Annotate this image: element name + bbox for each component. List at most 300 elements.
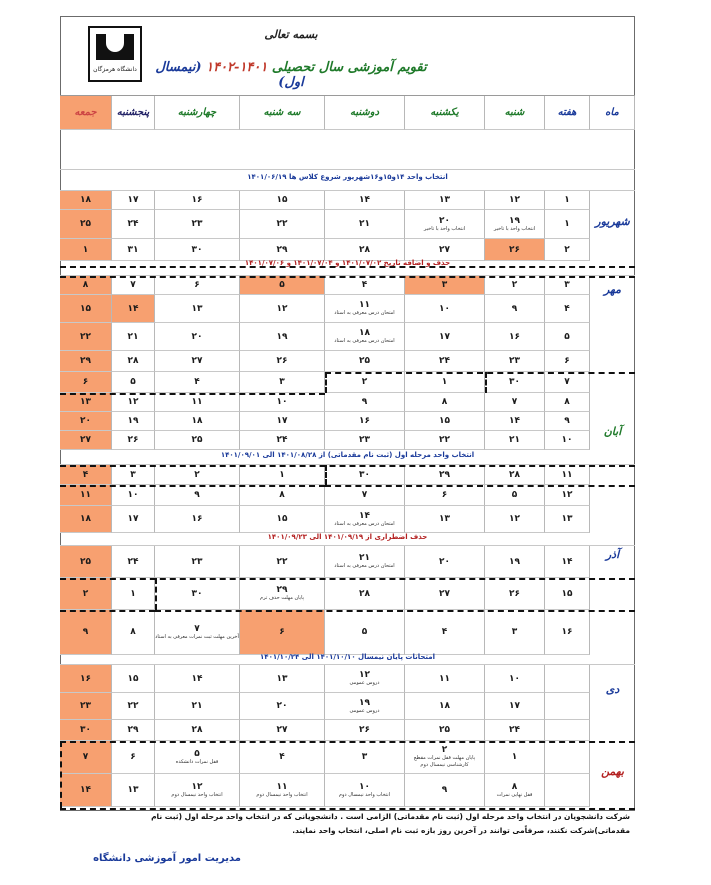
day-number: ۱۴ — [359, 195, 370, 205]
day-cell — [60, 774, 112, 807]
day-cell — [485, 485, 545, 506]
day-cell — [60, 191, 112, 210]
day-cell — [485, 210, 545, 239]
day-cell — [405, 693, 485, 720]
day-number: ۲۶ — [509, 588, 520, 599]
day-cell — [60, 412, 112, 431]
day-cell — [325, 693, 405, 720]
day-number: ۱۸ — [80, 195, 91, 205]
day-number: ۳ — [441, 280, 448, 290]
day-cell — [485, 323, 545, 351]
day-cell — [325, 412, 405, 431]
day-cell — [405, 774, 485, 807]
day-cell — [405, 393, 485, 412]
column-header-3: یکشنبه — [405, 96, 485, 130]
signature: مدیریت امور آموزشی دانشگاه — [93, 853, 241, 864]
day-cell — [155, 693, 240, 720]
day-number: ۲ — [194, 469, 200, 480]
day-note: قفل نمرات دانشکده — [175, 758, 219, 765]
day-cell — [405, 276, 485, 295]
title-semester: (نیمسال اول) — [155, 60, 304, 90]
day-number: ۱۶ — [80, 673, 91, 684]
day-number: ۱۳ — [439, 514, 450, 524]
day-note: دروس عمومی — [349, 707, 380, 714]
day-number: ۲۷ — [80, 435, 91, 445]
day-number: ۲۴ — [127, 556, 139, 567]
day-number: ۸ — [511, 781, 518, 792]
day-cell — [405, 431, 485, 450]
day-number: ۳ — [511, 627, 518, 637]
day-cell — [155, 323, 240, 351]
day-number: ۱۴ — [80, 785, 91, 795]
day-number: ۲ — [441, 745, 448, 755]
day-number: ۱۶ — [509, 331, 520, 342]
week-number — [545, 372, 590, 393]
day-cell — [240, 774, 325, 807]
day-number: ۱۲ — [509, 514, 520, 524]
day-number: ۱۱ — [359, 300, 370, 310]
day-number: ۲ — [82, 588, 89, 599]
day-number: ۱۱ — [276, 781, 288, 792]
day-number: ۲۷ — [439, 588, 450, 599]
month-boundary-line — [60, 808, 635, 810]
day-cell — [405, 465, 485, 485]
week-number — [545, 546, 590, 578]
day-number: ۲۰ — [439, 215, 450, 226]
day-number: ۲۵ — [359, 356, 370, 366]
day-note: پایان مهلت قفل نمرات مقطع کارشناسی نیمسال دوم — [413, 755, 476, 768]
day-number: ۹ — [511, 303, 518, 314]
day-cell — [60, 485, 112, 506]
day-number: ۲۹ — [127, 725, 139, 735]
week-number-label: ۱۲ — [561, 490, 573, 500]
day-number: ۲۱ — [509, 435, 520, 445]
day-cell — [60, 578, 112, 610]
day-cell — [485, 720, 545, 741]
day-number: ۱۲ — [276, 303, 288, 314]
page-title — [141, 60, 441, 90]
day-number: ۲۶ — [509, 244, 520, 255]
day-number: ۱۰ — [276, 397, 288, 407]
day-number: ۱۸ — [191, 416, 203, 426]
week-number — [545, 276, 590, 295]
day-number: ۱ — [441, 377, 448, 387]
day-number: ۲۲ — [276, 556, 288, 567]
month-boundary-line — [60, 578, 635, 580]
week-number-label: ۱۰ — [561, 435, 573, 445]
day-cell — [155, 191, 240, 210]
month-boundary-line — [60, 610, 155, 612]
day-number: ۱۱ — [191, 397, 203, 407]
header-spacer — [60, 130, 635, 170]
day-cell — [325, 485, 405, 506]
day-cell — [112, 351, 155, 372]
day-number: ۱۵ — [439, 416, 450, 426]
day-cell — [112, 485, 155, 506]
day-number: ۱۸ — [80, 514, 91, 524]
day-cell — [112, 578, 155, 610]
day-number: ۱۴ — [509, 416, 520, 426]
day-cell — [325, 276, 405, 295]
day-number: ۱۷ — [127, 195, 139, 205]
day-number: ۶ — [441, 490, 448, 500]
day-note: دروس عمومی — [349, 680, 380, 686]
day-number: ۱۰ — [359, 781, 370, 792]
day-cell — [155, 610, 240, 655]
day-cell — [60, 323, 112, 351]
day-cell — [240, 393, 325, 412]
month-boundary-line-vertical — [325, 465, 327, 485]
week-number — [545, 465, 590, 485]
day-cell — [325, 323, 405, 351]
month-boundary-line — [60, 266, 635, 268]
month-boundary-line — [325, 485, 635, 487]
day-number: ۱۹ — [509, 556, 520, 567]
day-number: ۱۸ — [359, 328, 370, 338]
day-cell — [112, 774, 155, 807]
day-number: ۲۷ — [276, 725, 288, 735]
day-cell — [485, 610, 545, 655]
day-cell — [240, 412, 325, 431]
day-number: ۱۴ — [191, 673, 203, 684]
day-cell — [325, 465, 405, 485]
day-number: ۱۳ — [127, 785, 139, 795]
column-header-8: جمعه — [60, 96, 112, 130]
day-cell — [60, 741, 112, 774]
day-number: ۲۳ — [191, 556, 203, 567]
day-cell — [405, 295, 485, 323]
day-number: ۱۰ — [127, 490, 139, 500]
day-number: ۳۰ — [191, 588, 203, 599]
day-number: ۶ — [82, 377, 89, 387]
day-number: ۱۲ — [127, 397, 139, 407]
day-number: ۴ — [361, 280, 368, 290]
week-number-label: ۴ — [564, 303, 570, 314]
week-number-label: ۹ — [564, 416, 570, 426]
day-cell — [240, 351, 325, 372]
day-cell — [112, 546, 155, 578]
day-number: ۱۳ — [80, 397, 91, 407]
day-cell — [155, 665, 240, 693]
day-number: ۲۵ — [80, 556, 91, 567]
day-cell — [155, 546, 240, 578]
day-cell — [405, 191, 485, 210]
day-cell — [112, 191, 155, 210]
day-cell — [112, 295, 155, 323]
day-cell — [60, 720, 112, 741]
day-number: ۹ — [194, 490, 200, 500]
day-cell — [485, 276, 545, 295]
day-note: امتحان درس معرفی به استاد — [334, 338, 395, 344]
day-number: ۸ — [441, 397, 448, 407]
day-cell — [155, 372, 240, 393]
day-number: ۲۹ — [276, 244, 288, 255]
day-cell — [155, 506, 240, 533]
day-cell — [240, 323, 325, 351]
week-number-label: ۷ — [564, 377, 570, 387]
day-number: ۵ — [194, 748, 200, 759]
day-cell — [240, 485, 325, 506]
event-banner-1: حذف و اضافه تاریخ ۱۴۰۱/۰۷/۰۲ و ۱۴۰۱/۰۷/۰۴ و ۱۴۰۱/۰۷/۰۶ — [60, 258, 635, 276]
week-number — [545, 578, 590, 610]
day-cell — [112, 393, 155, 412]
day-note: امتحان درس معرفی به استاد — [334, 563, 395, 569]
day-cell — [240, 210, 325, 239]
day-number: ۱۶ — [359, 416, 370, 426]
day-number: ۸ — [130, 627, 136, 637]
day-number: ۲۶ — [276, 356, 288, 366]
day-number: ۷ — [130, 280, 136, 290]
day-note: انتخاب واحد با تاخیر — [423, 225, 466, 232]
day-note: آخرین مهلت ثبت نمرات معرفی به استاد — [155, 633, 239, 640]
day-cell — [240, 295, 325, 323]
month-boundary-line-vertical — [325, 372, 327, 393]
day-cell — [325, 610, 405, 655]
day-number: ۲۸ — [191, 725, 203, 735]
day-cell — [405, 720, 485, 741]
day-cell — [112, 665, 155, 693]
month-boundary-line-vertical — [155, 578, 157, 610]
day-number: ۲۳ — [359, 435, 370, 445]
day-cell — [485, 191, 545, 210]
day-cell — [60, 693, 112, 720]
day-cell — [240, 276, 325, 295]
bismillah: بسمه تعالی — [264, 28, 318, 41]
day-cell — [485, 741, 545, 774]
day-note: انتخاب واحد نیمسال دوم — [338, 791, 391, 798]
day-number: ۲۰ — [191, 331, 203, 342]
week-number-label: ۱۳ — [561, 514, 573, 524]
day-number: ۱۵ — [80, 303, 91, 314]
day-cell — [155, 485, 240, 506]
day-cell — [325, 665, 405, 693]
week-number — [545, 323, 590, 351]
day-cell — [325, 351, 405, 372]
day-number: ۲۱ — [191, 701, 203, 711]
day-number: ۲۲ — [276, 219, 288, 229]
day-number: ۲۸ — [359, 244, 370, 255]
day-number: ۲۵ — [191, 435, 203, 445]
day-number: ۳۱ — [127, 244, 139, 255]
week-number-label: ۵ — [564, 331, 570, 342]
day-cell — [60, 665, 112, 693]
day-number: ۱۹ — [509, 215, 520, 226]
column-header-0: ماه — [590, 96, 635, 130]
day-cell — [155, 578, 240, 610]
day-cell — [325, 393, 405, 412]
day-number: ۳ — [130, 469, 136, 480]
day-number: ۲۲ — [80, 331, 91, 342]
day-number: ۱ — [279, 469, 285, 480]
month-boundary-line — [60, 393, 325, 395]
day-cell — [155, 431, 240, 450]
day-note: انتخاب واحد با تاخیر — [493, 225, 536, 232]
day-cell — [405, 610, 485, 655]
day-note: امتحان درس معرفی به استاد — [334, 310, 395, 316]
day-number: ۱۵ — [276, 514, 288, 524]
day-number: ۲۵ — [80, 219, 91, 229]
day-number: ۷ — [82, 752, 89, 762]
month-boundary-line — [60, 465, 635, 467]
week-number-label: ۱۶ — [561, 627, 573, 637]
day-cell — [60, 506, 112, 533]
day-cell — [155, 741, 240, 774]
day-number: ۳۰ — [359, 469, 370, 480]
day-number: ۱۲ — [509, 195, 520, 205]
day-number: ۲۳ — [191, 219, 203, 229]
day-number: ۲۶ — [127, 435, 139, 445]
day-number: ۲۰ — [439, 556, 450, 567]
day-cell — [405, 578, 485, 610]
logo-cutout — [106, 34, 124, 52]
day-number: ۳۰ — [509, 377, 520, 387]
day-cell — [325, 191, 405, 210]
day-cell — [405, 412, 485, 431]
day-number: ۳ — [279, 377, 285, 387]
day-cell — [155, 210, 240, 239]
day-number: ۲۶ — [359, 725, 370, 735]
month-boundary-line — [60, 485, 325, 487]
day-cell — [60, 546, 112, 578]
day-cell — [60, 610, 112, 655]
day-cell — [485, 351, 545, 372]
day-cell — [112, 431, 155, 450]
day-cell — [240, 610, 325, 655]
day-number: ۲۱ — [359, 553, 370, 563]
day-cell — [325, 774, 405, 807]
month-label-0: شهریور — [595, 215, 630, 228]
month-boundary-line — [325, 372, 635, 374]
day-number: ۷ — [511, 397, 518, 407]
day-number: ۴ — [194, 377, 200, 387]
day-number: ۱۷ — [509, 701, 520, 711]
week-number — [545, 506, 590, 533]
week-number-label: ۸ — [564, 397, 570, 407]
day-number: ۵ — [130, 377, 136, 387]
day-cell — [240, 665, 325, 693]
day-number: ۱۴ — [127, 303, 139, 314]
day-number: ۱۸ — [439, 701, 450, 711]
day-cell — [325, 295, 405, 323]
column-header-7: پنجشنبه — [112, 96, 155, 130]
day-number: ۷ — [194, 623, 200, 634]
day-cell — [325, 720, 405, 741]
day-number: ۹ — [441, 785, 448, 795]
day-cell — [485, 393, 545, 412]
day-number: ۵ — [279, 280, 285, 290]
day-note: انتخاب واحد نیمسال دوم — [171, 791, 223, 798]
day-cell — [405, 323, 485, 351]
day-cell — [112, 276, 155, 295]
day-cell — [240, 372, 325, 393]
day-number: ۱۹ — [359, 697, 370, 708]
day-number: ۱۰ — [439, 303, 450, 314]
week-number — [545, 774, 590, 807]
day-cell — [112, 506, 155, 533]
day-number: ۱ — [82, 244, 89, 255]
day-number: ۱ — [130, 588, 136, 599]
event-banner-0: انتخاب واحد ۱۴و۱۵و۱۶شهریور شروع کلاس ها ۱۴۰۱/۰۶/۱۹ — [60, 170, 635, 191]
day-cell — [60, 276, 112, 295]
day-cell — [240, 546, 325, 578]
event-banner-4: امتحانات پایان نیمسال ۱۴۰۱/۱۰/۱۰ الی ۱۴۰۱/۱۰/۲۴ — [60, 653, 635, 665]
day-number: ۱۱ — [439, 673, 450, 684]
day-number: ۵ — [361, 627, 368, 637]
day-cell — [60, 351, 112, 372]
day-number: ۶ — [194, 280, 200, 290]
week-number-label: ۱۱ — [561, 469, 573, 480]
day-number: ۲ — [511, 280, 518, 290]
week-number — [545, 610, 590, 655]
day-cell — [405, 665, 485, 693]
day-cell — [240, 720, 325, 741]
day-cell — [60, 393, 112, 412]
day-cell — [60, 210, 112, 239]
day-cell — [485, 506, 545, 533]
day-cell — [325, 546, 405, 578]
event-banner-3: حذف اضطراری از ۱۴۰۱/۰۹/۱۹ الی ۱۴۰۱/۰۹/۲۳ — [60, 533, 635, 546]
week-number — [545, 431, 590, 450]
day-cell — [405, 351, 485, 372]
column-header-2: شنبه — [485, 96, 545, 130]
month-label-5: بهمن — [601, 765, 624, 778]
week-number-label: ۶ — [564, 356, 570, 366]
day-cell — [485, 295, 545, 323]
day-cell — [155, 774, 240, 807]
logo-caption: دانشگاه هرمزگان — [93, 66, 137, 73]
week-number — [545, 693, 590, 720]
day-number: ۲۷ — [439, 244, 450, 255]
month-boundary-line — [155, 610, 635, 612]
day-number: ۸ — [82, 280, 89, 290]
day-cell — [155, 465, 240, 485]
day-cell — [240, 741, 325, 774]
day-number: ۱۳ — [191, 303, 203, 314]
week-number — [545, 741, 590, 774]
day-number: ۲۳ — [509, 356, 520, 366]
day-cell — [485, 412, 545, 431]
day-number: ۳ — [361, 752, 368, 762]
day-cell — [60, 295, 112, 323]
day-cell — [485, 578, 545, 610]
month-label-2: آبان — [603, 425, 622, 438]
month-boundary-line-vertical — [485, 372, 487, 393]
day-number: ۴ — [441, 627, 448, 637]
day-cell — [485, 693, 545, 720]
week-number — [545, 665, 590, 693]
day-number: ۱۰ — [509, 673, 520, 684]
day-number: ۷ — [361, 490, 368, 500]
day-cell — [155, 295, 240, 323]
day-number: ۲۱ — [359, 219, 370, 229]
day-number: ۲۴ — [276, 435, 288, 445]
day-number: ۲۲ — [127, 701, 139, 711]
day-cell — [240, 578, 325, 610]
day-cell — [60, 465, 112, 485]
day-cell — [112, 741, 155, 774]
day-number: ۲۰ — [80, 416, 91, 426]
day-cell — [405, 372, 485, 393]
day-note: قفل نهایی نمرات — [496, 791, 533, 798]
day-cell — [112, 323, 155, 351]
day-cell — [240, 431, 325, 450]
week-number-label: ۱ — [564, 219, 570, 229]
day-number: ۲۷ — [191, 356, 203, 366]
day-cell — [405, 485, 485, 506]
day-number: ۱۶ — [191, 514, 203, 524]
day-number: ۱۵ — [276, 195, 288, 205]
university-logo — [88, 26, 142, 82]
